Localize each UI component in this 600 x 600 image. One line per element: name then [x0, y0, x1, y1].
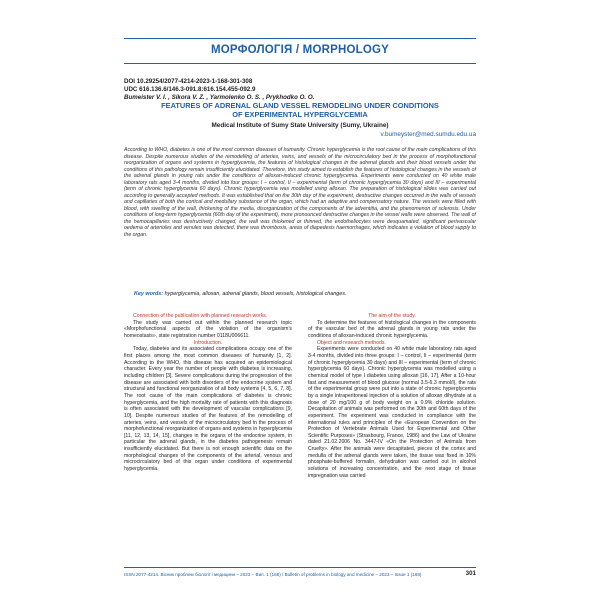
keywords-label: Key words: — [134, 291, 164, 297]
left-column — [124, 313, 292, 473]
header-rule-bottom — [124, 63, 476, 64]
page-number: 301 — [465, 570, 476, 577]
title-line-2: OF EXPERIMENTAL HYPERGLYCEMIA — [232, 110, 368, 119]
institution: Medical Institute of Sumy State University (Sumy, Ukraine) — [211, 122, 389, 129]
heading-connection: Connection of the publication with planned research works. — [133, 313, 268, 319]
doi: DOI 10.29254/2077-4214-2023-1-168-301-308 — [124, 78, 253, 85]
email-link[interactable]: v.bumeyster@med.sumdu.edu.ua — [380, 131, 476, 138]
footer-rule — [124, 567, 476, 568]
heading-methods: Object and research methods. — [317, 339, 386, 346]
paragraph-aim: To determine the features of histological changes in the components of the vascular bed of the adrenal glands in young rats under the conditions of alloxan-induced chronic hyperglycemia. — [308, 319, 476, 339]
paragraph-connection: The study was carried out within the planned research topic «Morphofunctional aspects of the violation of the organism's homeostasis», state registration number 0118U006611. — [124, 319, 292, 339]
heading-introduction: Introduction. — [193, 339, 223, 346]
right-column — [308, 313, 476, 479]
abstract: According to WHO, diabetes is one of the most common diseases of humanity. Chronic hyperglycemia is the root cause of the main complications of this disease. Despite numerous studies of the remodelling of arteries, veins, and vessels of the microcirculatory bed in the process of morphofunctional reorganization of organs and systems in hyperglycemia, the features of histological changes in the adrenal glands and their blood vessels under the conditions of this pathology remain insufficiently elucidated. Therefore, this study aimed to establish the features of histological changes in the vessels of the adrenal glands in young rats under the conditions of alloxan-induced chronic hyperglycemia. Experiments were conducted on 40 white male laboratory rats aged 3-4 months, divided into four groups: I – control, II – experimental (term of chronic hyperglycemia 30 days) and III – experimental (term of chronic hyperglycemia 60 days). Chronic hyperglycemia was modelled using alloxan. The preparation of histological slides was carried out according to generally accepted methods. It was established that on the 30th day of the experiment, destructive changes occurred in the walls of vessels and capillaries of both the cortical and medullary substance of the organ, which had an adaptive and compensatory nature. The vessels were filled with blood, with swelling of the wall, thickening of the media, disorganization of the components of the adventitia, and the phenomenon of sclerosis. Under conditions of long-term hyperglycemia (60th day of the experiment), more pronounced destructive changes in the vessel walls were observed. The wall of the hemocapillaries was destructively changed, the wall was thickened or thinned, the endotheliocytes were desquamated, significant perivascular oedema of arterioles and venules was detected, there was thrombosis, areas of diapedesis haemorrhages, which indicates a violation of blood supply to the organ. — [124, 147, 476, 238]
journal-footer: ISSN 2077-4214. Вісник проблем біології і медицини – 2023 – Вип. 1 (168) / Bulletin of problems in biology and medicine – 2023 – Issue 1 (168) — [124, 572, 422, 577]
header-rule-top — [124, 38, 476, 39]
udc: UDC 616.136.6/146.3-091.8:616.154.455-092.9 — [124, 86, 256, 93]
section-heading: МОРФОЛОГІЯ / MORPHOLOGY — [210, 44, 390, 56]
article-title — [124, 101, 476, 119]
paragraph-introduction: Today, diabetes and its associated complications occupy one of the first places among the most common diseases of humanity [1, 2]. According to the WHO, this disease has acquired an epidemiological character. Every year the number of people with diabetes is increasing, including children [3]. Severe complications during the progression of the disease are associated with both disorders of the endocrine system and structural and functional reorganization of all body systems [4, 5, 6, 7, 8]. The root cause of the main complications of diabetes is chronic hyperglycemia, and the high mortality rate of patients with this diagnosis is often associated with the development of vascular complications [9, 10]. Despite numerous studies of the features of the remodelling of arteries, veins, and vessels of the microcirculatory bed in the process of morphofunctional reorganization of organs and systems in hyperglycemia [11, 12, 13, 14, 15], changes in the organs of the endocrine system, in particular the adrenal glands, in the diabetes pathogenesis remain insufficiently elucidated. But there is not enough scientific data on the morphological changes of the components of the arterial, venous and microcirculatory bed of this organ under conditions of experimental hyperglycemia. — [124, 346, 292, 473]
authors: Bumeister V. I. , Sikora V. Z. , Yarmolenko O. S. , Prykhodko O. O. — [124, 94, 315, 101]
heading-aim: The aim of the study. — [368, 313, 416, 319]
paragraph-methods: Experiments were conducted on 40 white male laboratory rats aged 3-4 months, divided into three groups: I – control, II – experimental (term of chronic hyperglycemia 30 days) and III – experimental (term of chronic hyperglycemia 60 days). Chronic hyperglycemia was modelled using a chemical model of type I diabetes using alloxan [16, 17]. After a 10-hour fast and measurement of blood glucose (normal 3.5-6.3 mmol/l), the rats of the experimental group were put into a state of chronic hyperglycemia by a single intraperitoneal injection of a solution of alloxan dihydrate at a dose of 20 mg/100 g of body weight on a 0.9% chloride solution. Decapitation of animals was performed on the 30th and 60th days of the experiment. The experiment was conducted in compliance with the international rules and principles of the «European Convention on the Protection of Vertebrate Animals Used for Experimental and Other Scientific Purposes» (Strasbourg, France, 1986) and the Law of Ukraine dated 21.02.2006 No. 3447-IV «On the Protection of Animals from Cruelty». After the animals were decapitated, pieces of the cortex and medulla of the adrenal glands were taken, the tissue was fixed in 10% phosphate-buffered formalin, dehydration was carried out in alcohol solutions of increasing concentration, and the next stage of tissue impregnation was carried — [308, 346, 476, 479]
keywords-text: hyperglycemia, alloxan, adrenal glands, blood vessels, histological changes. — [164, 291, 347, 297]
title-line-1: FEATURES OF ADRENAL GLAND VESSEL REMODELING UNDER CONDITIONS — [161, 101, 439, 110]
keywords — [134, 291, 476, 298]
